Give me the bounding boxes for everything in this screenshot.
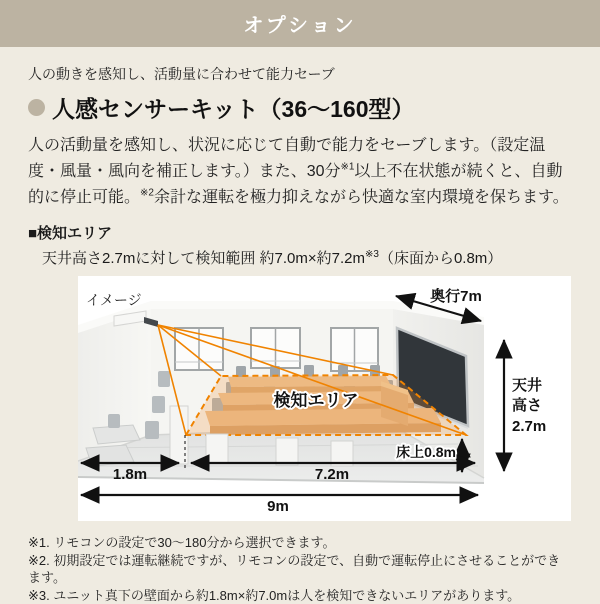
room-illustration-svg xyxy=(78,276,571,521)
ceiling-height-label-2: 高さ xyxy=(512,397,543,415)
page-content xyxy=(0,64,600,604)
footnote-ref-1: ※1 xyxy=(340,161,355,173)
image-label: イメージ xyxy=(86,292,142,309)
description-part-2: 以上不在状態が続くと、自動的に停止可能。 xyxy=(28,163,563,207)
bullet-icon xyxy=(28,99,45,116)
detection-area-section-title: ■検知エリア xyxy=(28,225,113,243)
dim-mid-label: 7.2m xyxy=(314,466,350,484)
footnote-1: ※1. リモコンの設定で30〜180分から選択できます。 xyxy=(28,535,336,551)
room-illustration xyxy=(78,276,571,521)
page-title: オプション xyxy=(243,15,357,37)
range-part-2: （床面から0.8m） xyxy=(378,250,503,268)
footnote-2: ※2. 初期設定では運転継続ですが、リモコンの設定で、自動で運転停止にさせることができます。 xyxy=(28,552,561,586)
footnote-3: ※3. ユニット真下の壁面から約1.8m×約7.0mは人を検知できないエリアがあります。 xyxy=(28,587,521,603)
detection-range-text xyxy=(42,247,572,268)
ceiling-height-label-1: 天井 xyxy=(512,377,543,395)
floor-clearance-label: 床上0.8m xyxy=(396,444,456,461)
dim-left-label: 1.8m xyxy=(112,466,148,484)
description-paragraph xyxy=(28,133,572,211)
footnote-ref-3: ※3 xyxy=(364,249,379,261)
product-heading-row xyxy=(28,91,572,124)
header-bar xyxy=(0,0,600,47)
depth-dimension-label: 奥行7m xyxy=(430,288,482,306)
dim-total-label: 9m xyxy=(267,498,289,516)
lede-text: 人の動きを感知し、活動量に合わせて能力セーブ xyxy=(28,66,335,82)
window xyxy=(251,328,300,368)
footnotes xyxy=(28,534,572,604)
footnote-ref-2: ※2 xyxy=(140,187,154,199)
product-heading: 人感センサーキット（36〜160型） xyxy=(52,96,415,122)
detection-area-label: 検知エリア xyxy=(273,391,359,411)
description-part-1: 人の活動量を感知し、状況に応じて自動で能力をセーブします。（設定温度・風量・風向を補正します。）また、30分 xyxy=(28,137,546,181)
window xyxy=(331,328,378,371)
ceiling-height-label-3: 2.7m xyxy=(512,418,547,436)
range-part-1: 天井高さ2.7mに対して検知範囲 約7.0m×約7.2m xyxy=(42,250,365,268)
description-part-3: 余計な運転を極力抑えながら快適な室内環境を保ちます。 xyxy=(153,189,569,207)
